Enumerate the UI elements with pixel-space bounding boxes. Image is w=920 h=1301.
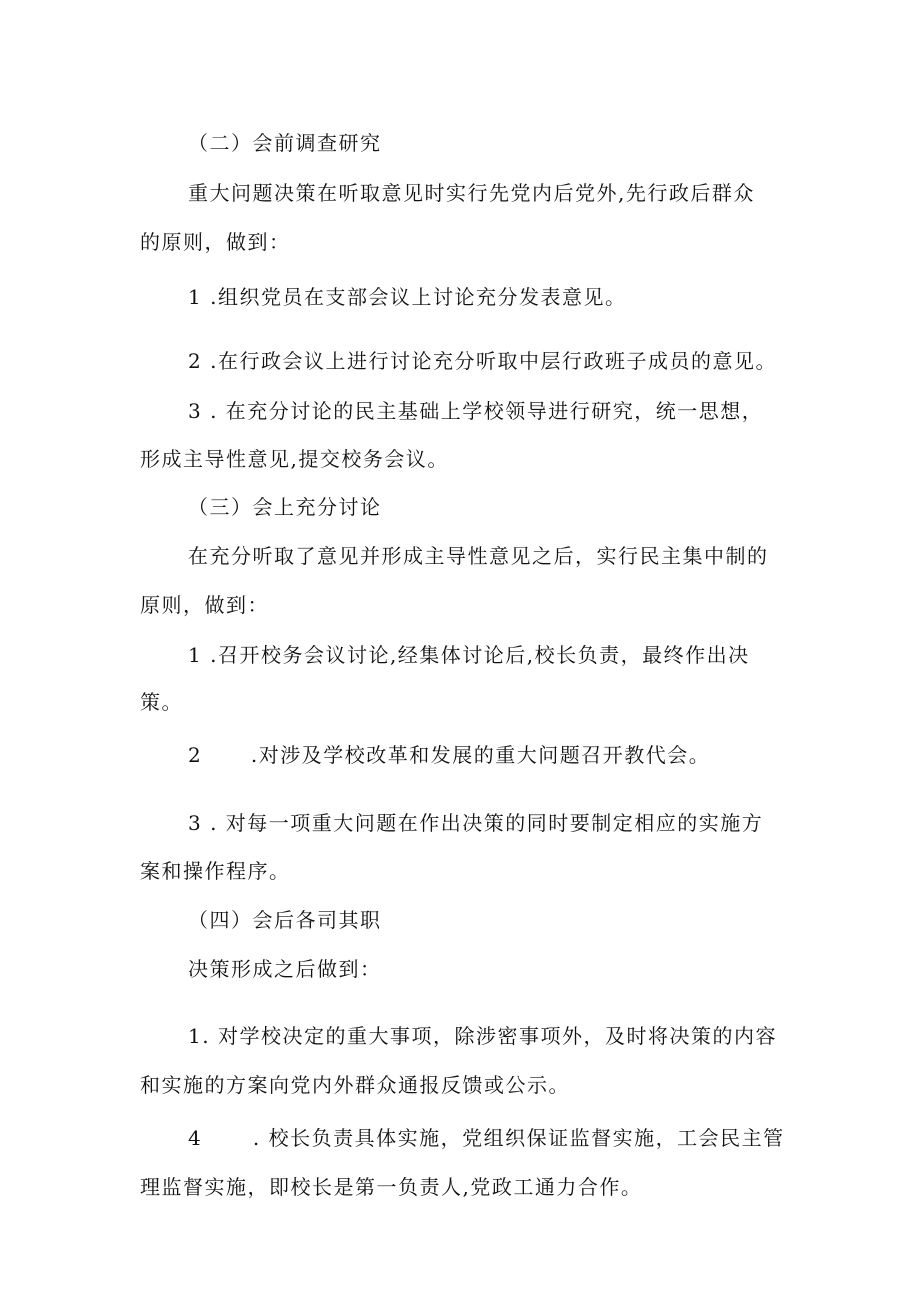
- list-item: [188, 741, 710, 769]
- list-item: [188, 1022, 777, 1050]
- list-item-continuation: 案和操作程序。: [140, 859, 291, 883]
- list-item-text: .召开校务会议讨论,经集体讨论后,校长负责，最终作出决: [210, 643, 750, 667]
- list-item-text: . 在充分讨论的民主基础上学校领导进行研究，统一思想，: [210, 399, 764, 423]
- list-item: [188, 347, 777, 375]
- list-item-number: 1: [188, 285, 203, 309]
- paragraph-line: 原则，做到：: [140, 593, 269, 617]
- list-item: [188, 809, 763, 837]
- section-heading: （二）会前调查研究: [188, 131, 382, 155]
- list-item-number: 2: [188, 349, 203, 373]
- list-item: [188, 397, 763, 425]
- list-item-text: .对涉及学校改革和发展的重大问题召开教代会。: [250, 743, 711, 767]
- list-item-text: 对学校决定的重大事项，除涉密事项外，及时将决策的内容: [217, 1024, 777, 1048]
- paragraph-line: 重大问题决策在听取意见时实行先党内后党外,先行政后群众: [188, 181, 755, 205]
- list-item-text: . 校长负责具体实施，党组织保证监督实施，工会民主管: [252, 1126, 785, 1150]
- list-item-text: . 对每一项重大问题在作出决策的同时要制定相应的实施方: [210, 811, 764, 835]
- list-item-continuation: 和实施的方案向党内外群众通报反馈或公示。: [140, 1073, 570, 1097]
- list-item-number: 1: [188, 643, 203, 667]
- list-item: [188, 641, 750, 669]
- list-item-number: 2: [188, 743, 203, 767]
- list-item-text: .在行政会议上进行讨论充分听取中层行政班子成员的意见。: [210, 349, 777, 373]
- section-heading: （四）会后各司其职: [188, 908, 382, 932]
- list-item-number: 3: [188, 811, 203, 835]
- list-item: [188, 1124, 785, 1152]
- paragraph-line: 在充分听取了意见并形成主导性意见之后，实行民主集中制的: [188, 544, 769, 568]
- list-item-number: 1.: [188, 1024, 211, 1048]
- list-item-number: 3: [188, 399, 203, 423]
- section-heading: （三）会上充分讨论: [188, 495, 382, 519]
- list-item-continuation: 理监督实施，即校长是第一负责人,党政工通力合作。: [140, 1175, 643, 1199]
- list-item-continuation: 策。: [140, 690, 183, 714]
- list-item-continuation: 形成主导性意见,提交校务会议。: [140, 447, 449, 471]
- paragraph-line: 决策形成之后做到：: [188, 957, 382, 981]
- list-item-text: .组织党员在支部会议上讨论充分发表意见。: [210, 285, 627, 309]
- list-item-number: 4: [188, 1126, 203, 1150]
- paragraph-line: 的原则，做到：: [140, 230, 291, 254]
- list-item: [188, 283, 626, 311]
